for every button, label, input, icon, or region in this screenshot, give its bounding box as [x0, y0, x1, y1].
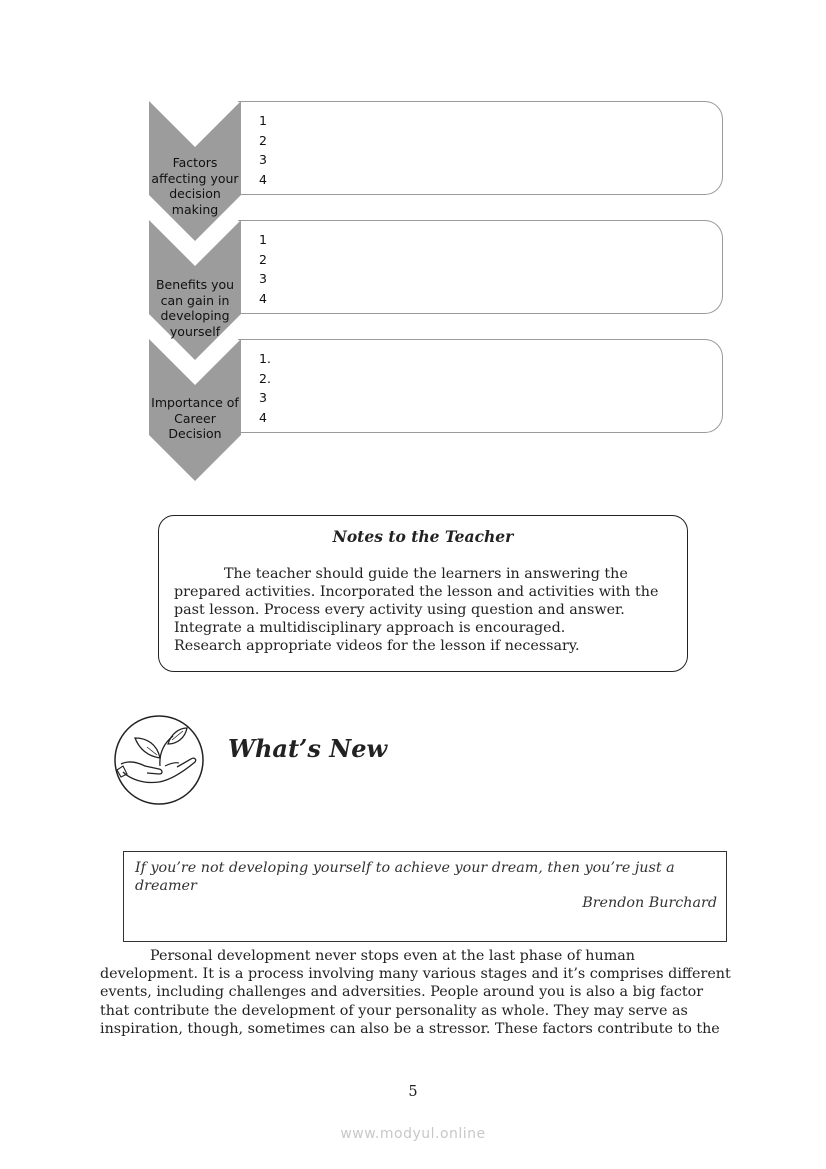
notes-to-teacher-box — [158, 515, 688, 672]
notes-line: Integrate a multidisciplinary approach is encouraged. — [174, 620, 566, 636]
paragraph-line: that contribute the development of your personality as whole. They may serve as — [100, 1002, 688, 1019]
flow-label: Importance of Career Decision — [151, 395, 239, 441]
body-paragraph — [100, 947, 750, 1038]
flow-answer-box — [238, 101, 723, 195]
notes-line: Research appropriate videos for the lesson if necessary. — [174, 638, 580, 654]
hand-holding-plant-icon — [113, 714, 205, 806]
list-item: 3 — [259, 390, 267, 405]
flow-item-list — [259, 349, 271, 427]
notes-title: Notes to the Teacher — [332, 527, 514, 546]
paragraph-line: development. It is a process involving many various stages and it’s comprises different — [100, 966, 731, 983]
flow-row-importance — [149, 339, 723, 481]
list-item: 1 — [259, 232, 267, 247]
watermark-text: www.modyul.online — [340, 1126, 486, 1142]
flow-label: Benefits you can gain in developing yourself — [155, 277, 235, 339]
flow-item-list — [259, 111, 267, 189]
flow-answer-box — [238, 339, 723, 433]
list-item: 1 — [259, 113, 267, 128]
list-item: 4 — [259, 171, 267, 187]
list-item: 4 — [259, 290, 267, 306]
list-item: 3 — [259, 271, 267, 286]
notes-body — [174, 565, 677, 655]
notes-line: prepared activities. Incorporated the lesson and activities with the — [174, 584, 659, 600]
list-item: 2. — [259, 370, 271, 386]
quote-box — [123, 851, 727, 942]
flow-answer-box — [238, 220, 723, 314]
section-title: What’s New — [228, 734, 388, 763]
notes-line: The teacher should guide the learners in answering the — [224, 566, 628, 582]
quote-author: Brendon Burchard — [582, 895, 717, 911]
flow-label: Factors affecting your decision making — [151, 155, 239, 217]
page-number: 5 — [408, 1084, 418, 1100]
list-item: 1. — [259, 351, 271, 366]
paragraph-line: inspiration, though, sometimes can also be a stressor. These factors contribute to the — [100, 1020, 720, 1037]
notes-line: past lesson. Process every activity using question and answer. — [174, 602, 625, 618]
list-item: 3 — [259, 152, 267, 167]
paragraph-line: events, including challenges and adversities. People around you is also a big factor — [100, 984, 704, 1001]
list-item: 2 — [259, 132, 267, 148]
quote-text: If you’re not developing yourself to achieve your dream, then you’re just a dreamer — [135, 860, 675, 894]
list-item: 4 — [259, 409, 267, 425]
paragraph-line: Personal development never stops even at the last phase of human — [150, 948, 635, 964]
list-item: 2 — [259, 251, 267, 267]
flow-item-list — [259, 230, 267, 308]
